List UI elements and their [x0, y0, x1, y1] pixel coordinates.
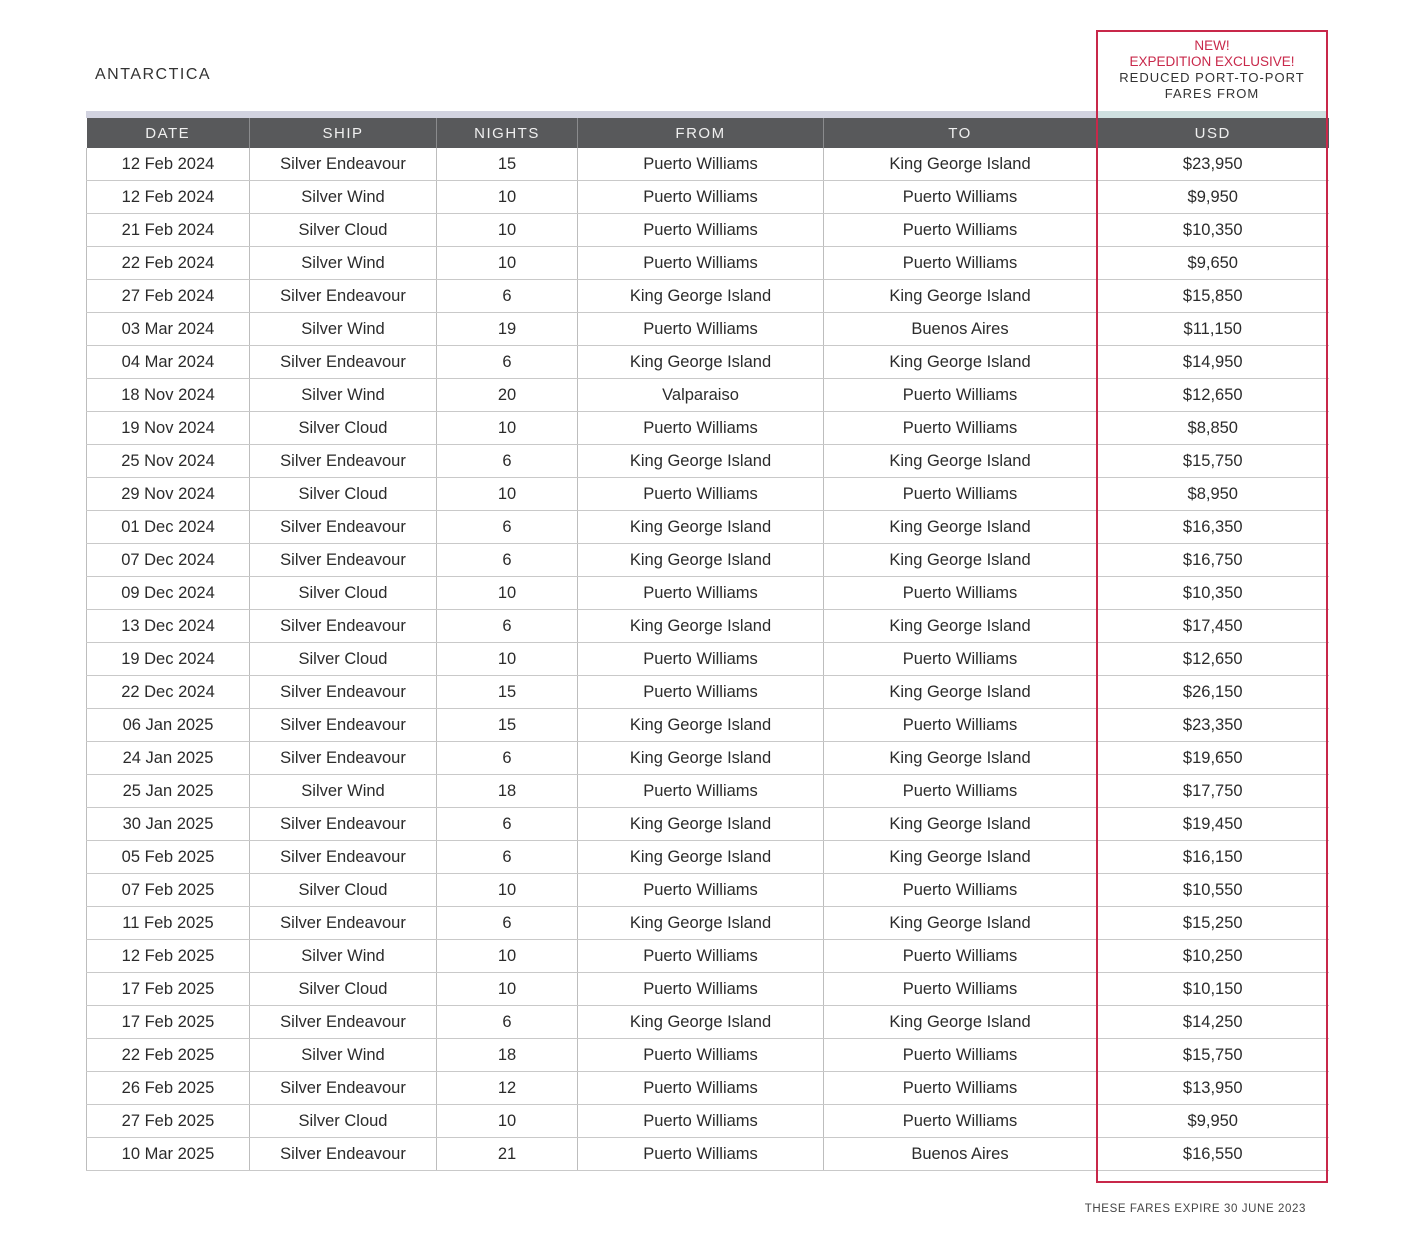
table-row	[87, 577, 1329, 610]
date-cell: 22 Feb 2024	[87, 247, 250, 280]
ship-cell: Silver Endeavour	[250, 148, 437, 181]
to-cell: King George Island	[824, 148, 1097, 181]
column-header-date: DATE	[87, 118, 250, 148]
table-row	[87, 313, 1329, 346]
date-cell: 01 Dec 2024	[87, 511, 250, 544]
ship-cell: Silver Cloud	[250, 412, 437, 445]
to-cell: Puerto Williams	[824, 1105, 1097, 1138]
date-cell: 26 Feb 2025	[87, 1072, 250, 1105]
nights-cell: 10	[437, 478, 578, 511]
date-cell: 05 Feb 2025	[87, 841, 250, 874]
ship-cell: Silver Wind	[250, 940, 437, 973]
nights-cell: 10	[437, 1105, 578, 1138]
column-header-usd: USD	[1097, 118, 1329, 148]
to-cell: Puerto Williams	[824, 940, 1097, 973]
column-header-nights: NIGHTS	[437, 118, 578, 148]
ship-cell: Silver Cloud	[250, 214, 437, 247]
from-cell: Puerto Williams	[578, 1072, 824, 1105]
table-row	[87, 346, 1329, 379]
usd-cell: $10,250	[1097, 940, 1329, 973]
from-cell: Puerto Williams	[578, 676, 824, 709]
table-row	[87, 1072, 1329, 1105]
table-row	[87, 709, 1329, 742]
usd-cell: $14,250	[1097, 1006, 1329, 1039]
nights-cell: 10	[437, 643, 578, 676]
to-cell: Puerto Williams	[824, 478, 1097, 511]
usd-cell: $15,850	[1097, 280, 1329, 313]
from-cell: Puerto Williams	[578, 1039, 824, 1072]
ship-cell: Silver Endeavour	[250, 808, 437, 841]
ship-cell: Silver Endeavour	[250, 1138, 437, 1171]
to-cell: Puerto Williams	[824, 709, 1097, 742]
to-cell: King George Island	[824, 511, 1097, 544]
nights-cell: 6	[437, 1006, 578, 1039]
ship-cell: Silver Wind	[250, 181, 437, 214]
from-cell: King George Island	[578, 610, 824, 643]
ship-cell: Silver Endeavour	[250, 676, 437, 709]
nights-cell: 21	[437, 1138, 578, 1171]
date-cell: 24 Jan 2025	[87, 742, 250, 775]
table-header-row	[87, 118, 1329, 148]
usd-cell: $16,550	[1097, 1138, 1329, 1171]
ship-cell: Silver Wind	[250, 247, 437, 280]
usd-cell: $12,650	[1097, 379, 1329, 412]
usd-cell: $16,750	[1097, 544, 1329, 577]
nights-cell: 6	[437, 907, 578, 940]
table-row	[87, 973, 1329, 1006]
usd-cell: $19,650	[1097, 742, 1329, 775]
to-cell: Puerto Williams	[824, 577, 1097, 610]
to-cell: Puerto Williams	[824, 1039, 1097, 1072]
nights-cell: 15	[437, 148, 578, 181]
from-cell: Puerto Williams	[578, 247, 824, 280]
date-cell: 17 Feb 2025	[87, 1006, 250, 1039]
from-cell: King George Island	[578, 808, 824, 841]
table-row	[87, 1138, 1329, 1171]
usd-cell: $10,150	[1097, 973, 1329, 1006]
usd-cell: $9,650	[1097, 247, 1329, 280]
region-title: ANTARCTICA	[95, 66, 212, 83]
from-cell: King George Island	[578, 280, 824, 313]
fares-table	[86, 118, 1329, 1171]
ship-cell: Silver Cloud	[250, 973, 437, 1006]
ship-cell: Silver Endeavour	[250, 544, 437, 577]
to-cell: King George Island	[824, 280, 1097, 313]
table-row	[87, 544, 1329, 577]
usd-cell: $23,350	[1097, 709, 1329, 742]
date-cell: 07 Feb 2025	[87, 874, 250, 907]
date-cell: 22 Feb 2025	[87, 1039, 250, 1072]
to-cell: King George Island	[824, 445, 1097, 478]
from-cell: Puerto Williams	[578, 478, 824, 511]
to-cell: Puerto Williams	[824, 775, 1097, 808]
usd-cell: $16,150	[1097, 841, 1329, 874]
from-cell: Puerto Williams	[578, 313, 824, 346]
ship-cell: Silver Endeavour	[250, 346, 437, 379]
ship-cell: Silver Endeavour	[250, 445, 437, 478]
nights-cell: 15	[437, 676, 578, 709]
nights-cell: 6	[437, 808, 578, 841]
nights-cell: 6	[437, 742, 578, 775]
nights-cell: 10	[437, 973, 578, 1006]
table-row	[87, 280, 1329, 313]
from-cell: Puerto Williams	[578, 148, 824, 181]
table-row	[87, 775, 1329, 808]
date-cell: 03 Mar 2024	[87, 313, 250, 346]
ship-cell: Silver Cloud	[250, 577, 437, 610]
to-cell: Buenos Aires	[824, 313, 1097, 346]
ship-cell: Silver Endeavour	[250, 841, 437, 874]
to-cell: King George Island	[824, 610, 1097, 643]
date-cell: 29 Nov 2024	[87, 478, 250, 511]
usd-cell: $23,950	[1097, 148, 1329, 181]
from-cell: Puerto Williams	[578, 775, 824, 808]
table-row	[87, 412, 1329, 445]
column-header-to: TO	[824, 118, 1097, 148]
expiry-footnote: THESE FARES EXPIRE 30 JUNE 2023	[1084, 1203, 1306, 1215]
from-cell: Puerto Williams	[578, 973, 824, 1006]
nights-cell: 6	[437, 544, 578, 577]
date-cell: 13 Dec 2024	[87, 610, 250, 643]
promo-new-label: NEW!	[1194, 38, 1230, 53]
to-cell: Puerto Williams	[824, 1072, 1097, 1105]
to-cell: Puerto Williams	[824, 379, 1097, 412]
table-row	[87, 214, 1329, 247]
to-cell: King George Island	[824, 841, 1097, 874]
nights-cell: 6	[437, 841, 578, 874]
ship-cell: Silver Endeavour	[250, 907, 437, 940]
date-cell: 17 Feb 2025	[87, 973, 250, 1006]
from-cell: King George Island	[578, 907, 824, 940]
date-cell: 19 Dec 2024	[87, 643, 250, 676]
ship-cell: Silver Endeavour	[250, 709, 437, 742]
date-cell: 27 Feb 2025	[87, 1105, 250, 1138]
to-cell: King George Island	[824, 544, 1097, 577]
table-row	[87, 445, 1329, 478]
promo-reduced-label: REDUCED PORT-TO-PORT	[1119, 70, 1305, 85]
table-row	[87, 148, 1329, 181]
from-cell: King George Island	[578, 445, 824, 478]
date-cell: 27 Feb 2024	[87, 280, 250, 313]
table-row	[87, 610, 1329, 643]
column-header-ship: SHIP	[250, 118, 437, 148]
date-cell: 19 Nov 2024	[87, 412, 250, 445]
usd-cell: $16,350	[1097, 511, 1329, 544]
table-row	[87, 841, 1329, 874]
usd-cell: $9,950	[1097, 181, 1329, 214]
table-row	[87, 1006, 1329, 1039]
promo-exclusive-label: EXPEDITION EXCLUSIVE!	[1129, 54, 1295, 69]
nights-cell: 10	[437, 181, 578, 214]
ship-cell: Silver Wind	[250, 775, 437, 808]
to-cell: Puerto Williams	[824, 874, 1097, 907]
nights-cell: 10	[437, 874, 578, 907]
promo-callout	[1098, 38, 1326, 102]
nights-cell: 12	[437, 1072, 578, 1105]
nights-cell: 15	[437, 709, 578, 742]
date-cell: 09 Dec 2024	[87, 577, 250, 610]
nights-cell: 6	[437, 445, 578, 478]
from-cell: King George Island	[578, 511, 824, 544]
date-cell: 25 Nov 2024	[87, 445, 250, 478]
from-cell: Valparaiso	[578, 379, 824, 412]
table-row	[87, 1105, 1329, 1138]
table-top-rule	[86, 111, 1096, 118]
date-cell: 06 Jan 2025	[87, 709, 250, 742]
ship-cell: Silver Endeavour	[250, 280, 437, 313]
to-cell: King George Island	[824, 1006, 1097, 1039]
nights-cell: 6	[437, 610, 578, 643]
usd-cell: $14,950	[1097, 346, 1329, 379]
date-cell: 12 Feb 2024	[87, 181, 250, 214]
usd-cell: $17,450	[1097, 610, 1329, 643]
table-row	[87, 808, 1329, 841]
fares-table-body	[87, 148, 1329, 1171]
to-cell: Puerto Williams	[824, 181, 1097, 214]
to-cell: King George Island	[824, 808, 1097, 841]
ship-cell: Silver Wind	[250, 313, 437, 346]
ship-cell: Silver Cloud	[250, 643, 437, 676]
nights-cell: 6	[437, 511, 578, 544]
from-cell: King George Island	[578, 346, 824, 379]
table-row	[87, 478, 1329, 511]
date-cell: 25 Jan 2025	[87, 775, 250, 808]
ship-cell: Silver Cloud	[250, 1105, 437, 1138]
usd-cell: $10,350	[1097, 214, 1329, 247]
to-cell: Buenos Aires	[824, 1138, 1097, 1171]
usd-cell: $13,950	[1097, 1072, 1329, 1105]
from-cell: Puerto Williams	[578, 181, 824, 214]
table-row	[87, 874, 1329, 907]
date-cell: 21 Feb 2024	[87, 214, 250, 247]
to-cell: King George Island	[824, 346, 1097, 379]
usd-cell: $15,750	[1097, 1039, 1329, 1072]
nights-cell: 6	[437, 346, 578, 379]
from-cell: Puerto Williams	[578, 1138, 824, 1171]
ship-cell: Silver Endeavour	[250, 1072, 437, 1105]
usd-cell: $12,650	[1097, 643, 1329, 676]
promo-fares-from-label: FARES FROM	[1164, 86, 1260, 101]
to-cell: Puerto Williams	[824, 973, 1097, 1006]
nights-cell: 6	[437, 280, 578, 313]
from-cell: King George Island	[578, 709, 824, 742]
date-cell: 30 Jan 2025	[87, 808, 250, 841]
table-row	[87, 181, 1329, 214]
from-cell: Puerto Williams	[578, 214, 824, 247]
nights-cell: 20	[437, 379, 578, 412]
usd-cell: $26,150	[1097, 676, 1329, 709]
usd-cell: $17,750	[1097, 775, 1329, 808]
from-cell: Puerto Williams	[578, 412, 824, 445]
to-cell: Puerto Williams	[824, 643, 1097, 676]
date-cell: 18 Nov 2024	[87, 379, 250, 412]
nights-cell: 10	[437, 214, 578, 247]
table-row	[87, 511, 1329, 544]
to-cell: Puerto Williams	[824, 412, 1097, 445]
from-cell: King George Island	[578, 544, 824, 577]
nights-cell: 10	[437, 247, 578, 280]
ship-cell: Silver Cloud	[250, 874, 437, 907]
column-header-from: FROM	[578, 118, 824, 148]
usd-cell: $10,550	[1097, 874, 1329, 907]
table-row	[87, 1039, 1329, 1072]
nights-cell: 18	[437, 775, 578, 808]
date-cell: 10 Mar 2025	[87, 1138, 250, 1171]
nights-cell: 10	[437, 940, 578, 973]
from-cell: King George Island	[578, 1006, 824, 1039]
nights-cell: 18	[437, 1039, 578, 1072]
ship-cell: Silver Endeavour	[250, 742, 437, 775]
ship-cell: Silver Endeavour	[250, 610, 437, 643]
ship-cell: Silver Endeavour	[250, 511, 437, 544]
usd-cell: $10,350	[1097, 577, 1329, 610]
usd-cell: $9,950	[1097, 1105, 1329, 1138]
date-cell: 12 Feb 2024	[87, 148, 250, 181]
to-cell: Puerto Williams	[824, 247, 1097, 280]
nights-cell: 10	[437, 412, 578, 445]
nights-cell: 19	[437, 313, 578, 346]
date-cell: 07 Dec 2024	[87, 544, 250, 577]
ship-cell: Silver Wind	[250, 379, 437, 412]
from-cell: Puerto Williams	[578, 874, 824, 907]
date-cell: 22 Dec 2024	[87, 676, 250, 709]
from-cell: Puerto Williams	[578, 577, 824, 610]
usd-cell: $15,250	[1097, 907, 1329, 940]
table-row	[87, 379, 1329, 412]
to-cell: King George Island	[824, 742, 1097, 775]
from-cell: Puerto Williams	[578, 940, 824, 973]
nights-cell: 10	[437, 577, 578, 610]
usd-cell: $8,950	[1097, 478, 1329, 511]
ship-cell: Silver Wind	[250, 1039, 437, 1072]
table-row	[87, 247, 1329, 280]
from-cell: King George Island	[578, 742, 824, 775]
table-row	[87, 940, 1329, 973]
from-cell: King George Island	[578, 841, 824, 874]
to-cell: King George Island	[824, 907, 1097, 940]
date-cell: 12 Feb 2025	[87, 940, 250, 973]
to-cell: King George Island	[824, 676, 1097, 709]
table-row	[87, 643, 1329, 676]
ship-cell: Silver Cloud	[250, 478, 437, 511]
table-row	[87, 907, 1329, 940]
table-row	[87, 742, 1329, 775]
promo-top-rule	[1096, 111, 1328, 118]
date-cell: 04 Mar 2024	[87, 346, 250, 379]
to-cell: Puerto Williams	[824, 214, 1097, 247]
usd-cell: $8,850	[1097, 412, 1329, 445]
usd-cell: $19,450	[1097, 808, 1329, 841]
ship-cell: Silver Endeavour	[250, 1006, 437, 1039]
table-row	[87, 676, 1329, 709]
usd-cell: $15,750	[1097, 445, 1329, 478]
from-cell: Puerto Williams	[578, 1105, 824, 1138]
from-cell: Puerto Williams	[578, 643, 824, 676]
date-cell: 11 Feb 2025	[87, 907, 250, 940]
usd-cell: $11,150	[1097, 313, 1329, 346]
